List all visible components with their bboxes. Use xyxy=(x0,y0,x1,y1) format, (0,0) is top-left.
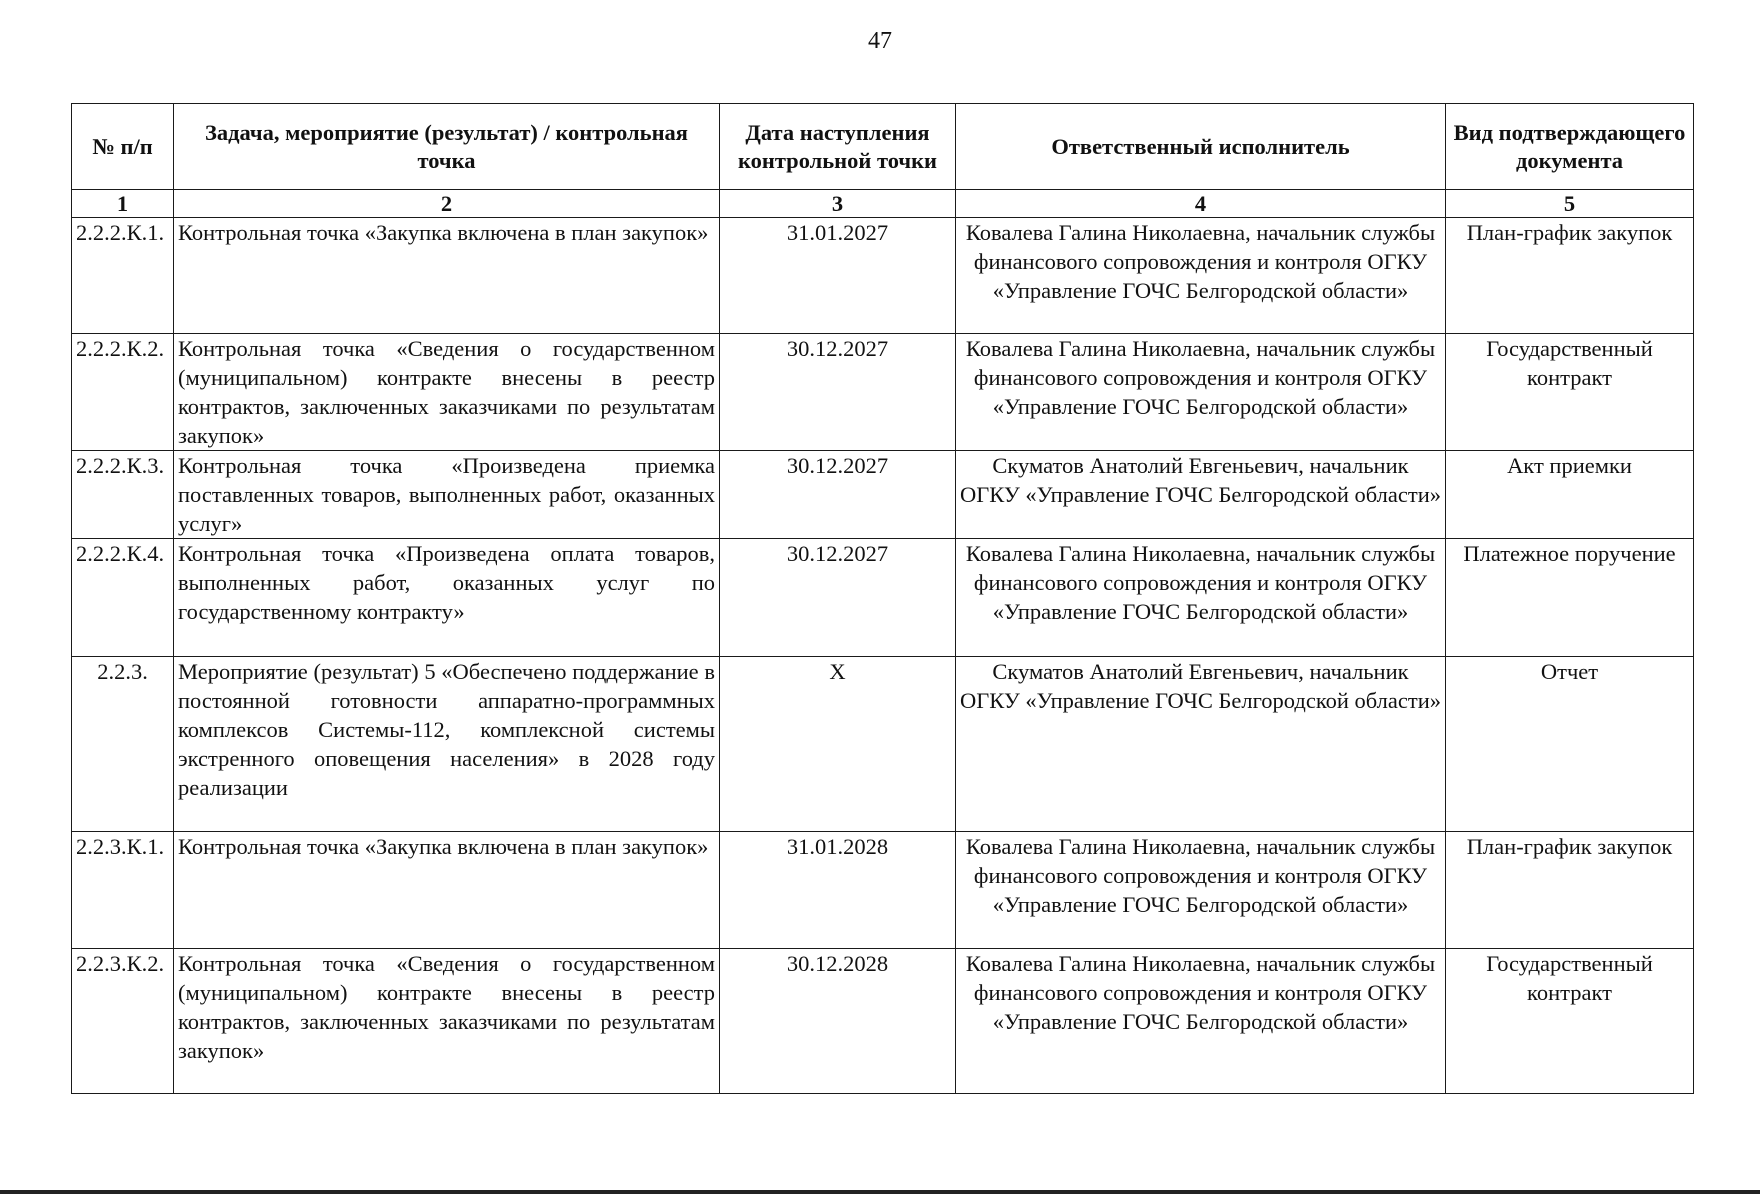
row-number: 2.2.3.К.1. xyxy=(72,832,174,949)
row-executor: Ковалева Галина Николаевна, начальник службы финансового сопровождения и контроля ОГКУ «Управление ГОЧС Белгородской области» xyxy=(956,334,1446,451)
row-date: 30.12.2027 xyxy=(720,539,956,657)
row-number: 2.2.2.К.2. xyxy=(72,334,174,451)
header-date: Дата наступления контрольной точки xyxy=(720,104,956,190)
row-date: 31.01.2028 xyxy=(720,832,956,949)
row-date: Х xyxy=(720,657,956,832)
row-task: Контрольная точка «Сведения о государственном (муниципальном) контракте внесены в реестр контрактов, заключенных заказчиками по результатам закупок» xyxy=(174,334,720,451)
row-number: 2.2.3.К.2. xyxy=(72,949,174,1094)
table-row xyxy=(72,451,1694,539)
row-number: 2.2.3. xyxy=(72,657,174,832)
table-row xyxy=(72,949,1694,1094)
row-number: 2.2.2.К.4. xyxy=(72,539,174,657)
row-number: 2.2.2.К.1. xyxy=(72,218,174,334)
row-executor: Ковалева Галина Николаевна, начальник службы финансового сопровождения и контроля ОГКУ «Управление ГОЧС Белгородской области» xyxy=(956,832,1446,949)
header-number: № п/п xyxy=(72,104,174,190)
column-number-row xyxy=(72,190,1694,218)
table-row xyxy=(72,657,1694,832)
column-number: 2 xyxy=(174,190,720,218)
scan-edge-rule xyxy=(0,1190,1760,1194)
column-number: 5 xyxy=(1446,190,1694,218)
row-date: 30.12.2027 xyxy=(720,334,956,451)
page-number: 47 xyxy=(868,28,892,54)
row-executor: Ковалева Галина Николаевна, начальник службы финансового сопровождения и контроля ОГКУ «Управление ГОЧС Белгородской области» xyxy=(956,949,1446,1094)
column-number: 1 xyxy=(72,190,174,218)
table-row xyxy=(72,334,1694,451)
control-points-table xyxy=(71,103,1694,1094)
row-document: План-график закупок xyxy=(1446,218,1694,334)
row-document: Государственный контракт xyxy=(1446,949,1694,1094)
row-executor: Скуматов Анатолий Евгеньевич, начальник ОГКУ «Управление ГОЧС Белгородской области» xyxy=(956,451,1446,539)
header-document: Вид подтверждающего документа xyxy=(1446,104,1694,190)
column-number: 4 xyxy=(956,190,1446,218)
row-number: 2.2.2.К.3. xyxy=(72,451,174,539)
row-task: Контрольная точка «Закупка включена в план закупок» xyxy=(174,832,720,949)
row-task: Мероприятие (результат) 5 «Обеспечено поддержание в постоянной готовности аппаратно-программных комплексов Системы-112, комплексной системы экстренного оповещения населения» в 2028 году реализации xyxy=(174,657,720,832)
table-row xyxy=(72,218,1694,334)
row-date: 31.01.2027 xyxy=(720,218,956,334)
table-row xyxy=(72,539,1694,657)
row-executor: Ковалева Галина Николаевна, начальник службы финансового сопровождения и контроля ОГКУ «Управление ГОЧС Белгородской области» xyxy=(956,539,1446,657)
column-number: 3 xyxy=(720,190,956,218)
row-date: 30.12.2027 xyxy=(720,451,956,539)
table-row xyxy=(72,832,1694,949)
row-executor: Ковалева Галина Николаевна, начальник службы финансового сопровождения и контроля ОГКУ «Управление ГОЧС Белгородской области» xyxy=(956,218,1446,334)
row-executor: Скуматов Анатолий Евгеньевич, начальник ОГКУ «Управление ГОЧС Белгородской области» xyxy=(956,657,1446,832)
header-task: Задача, мероприятие (результат) / контрольная точка xyxy=(174,104,720,190)
row-task: Контрольная точка «Сведения о государственном (муниципальном) контракте внесены в реестр контрактов, заключенных заказчиками по результатам закупок» xyxy=(174,949,720,1094)
header-executor: Ответственный исполнитель xyxy=(956,104,1446,190)
row-document: Акт приемки xyxy=(1446,451,1694,539)
row-document: Государственный контракт xyxy=(1446,334,1694,451)
row-document: Платежное поручение xyxy=(1446,539,1694,657)
row-document: Отчет xyxy=(1446,657,1694,832)
row-document: План-график закупок xyxy=(1446,832,1694,949)
row-task: Контрольная точка «Произведена приемка поставленных товаров, выполненных работ, оказанных услуг» xyxy=(174,451,720,539)
row-task: Контрольная точка «Произведена оплата товаров, выполненных работ, оказанных услуг по государственному контракту» xyxy=(174,539,720,657)
row-date: 30.12.2028 xyxy=(720,949,956,1094)
header-row xyxy=(72,104,1694,190)
row-task: Контрольная точка «Закупка включена в план закупок» xyxy=(174,218,720,334)
